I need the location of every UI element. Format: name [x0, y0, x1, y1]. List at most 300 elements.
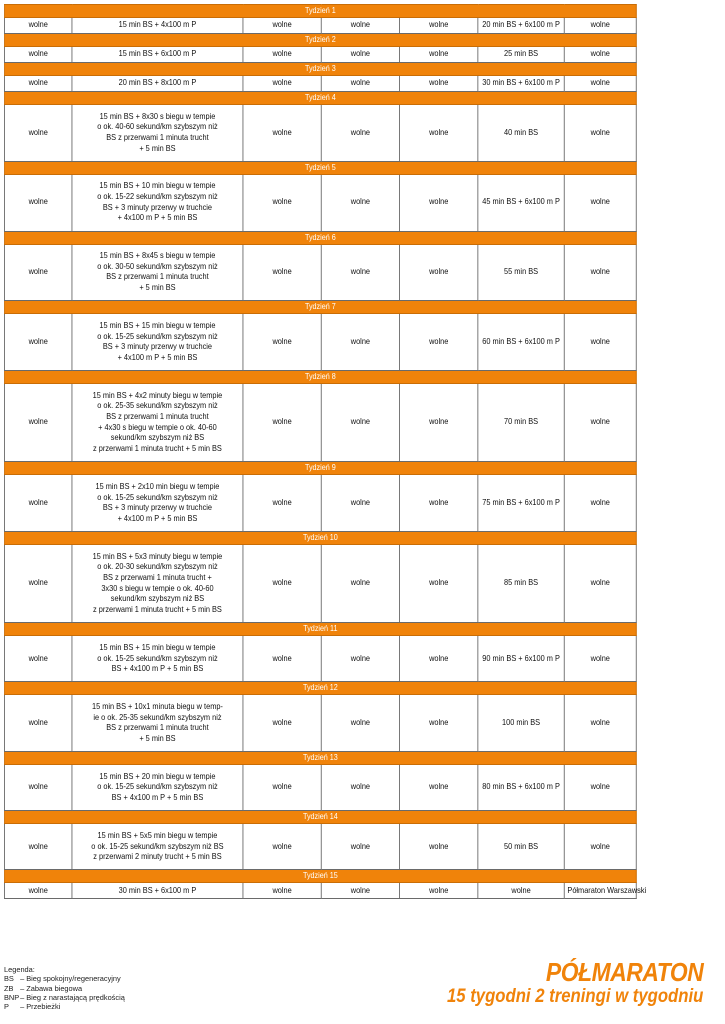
- workout-line: wolne: [272, 267, 292, 277]
- workout-line: 50 min BS: [504, 841, 539, 851]
- day-cell: [400, 636, 478, 682]
- workout-line: wolne: [590, 78, 610, 88]
- day-cell: [243, 883, 321, 899]
- week-days-row: [4, 47, 636, 63]
- week-days-row: [4, 384, 636, 462]
- workout-line: wolne: [28, 267, 48, 277]
- workout-line: wolne: [429, 653, 449, 663]
- workout-line: wolne: [350, 78, 371, 88]
- day-cell: [72, 76, 243, 92]
- day-cell: [321, 695, 399, 752]
- training-plan-table: [4, 4, 647, 899]
- week-label: Tydzień 8: [4, 371, 636, 384]
- workout-line: z przerwami 1 minuta trucht + 5 min BS: [93, 444, 222, 454]
- workout-line: 15 min BS + 15 min biegu w tempie: [99, 320, 216, 330]
- day-cell: [400, 695, 478, 752]
- workout-line: wolne: [350, 885, 371, 895]
- workout-line: wolne: [28, 197, 48, 207]
- day-cell: [478, 174, 564, 231]
- week-header-row: [4, 811, 636, 824]
- workout-line: 90 min BS + 6x100 m P: [482, 653, 560, 663]
- workout-line: 15 min BS + 4x2 minuty biegu w tempie: [92, 390, 223, 400]
- day-cell: [243, 105, 321, 162]
- workout-line: wolne: [28, 653, 48, 663]
- week-label: Tydzień 7: [4, 301, 636, 314]
- workout-line: wolne: [272, 497, 292, 507]
- week-header-row: [4, 752, 636, 765]
- workout-line: wolne: [429, 885, 449, 895]
- week-days-row: [4, 314, 636, 371]
- day-cell: [72, 244, 243, 301]
- week-label: Tydzień 13: [4, 752, 636, 765]
- day-cell: [4, 883, 72, 899]
- workout-line: Półmaraton Warszawski: [567, 885, 647, 895]
- day-cell: [478, 384, 564, 462]
- day-cell: [243, 18, 321, 34]
- day-cell: [564, 695, 636, 752]
- workout-line: + 4x100 m P + 5 min BS: [117, 352, 198, 362]
- day-cell: [564, 105, 636, 162]
- legend-description: – Zabawa biegowa: [20, 983, 83, 993]
- workout-line: wolne: [28, 78, 48, 88]
- week-header-row: [4, 623, 636, 636]
- week-label: Tydzień 6: [4, 231, 636, 244]
- legend-item: [4, 974, 125, 983]
- day-cell: [4, 174, 72, 231]
- workout-line: wolne: [272, 578, 292, 588]
- week-header-row: [4, 92, 636, 105]
- week-label: Tydzień 15: [4, 870, 636, 883]
- workout-line: wolne: [590, 267, 610, 277]
- day-cell: [400, 105, 478, 162]
- workout-line: BS z przerwami 1 minuta trucht: [106, 412, 209, 422]
- workout-line: wolne: [429, 20, 449, 30]
- week-days-row: [4, 105, 636, 162]
- workout-line: BS z przerwami 1 minuta trucht: [106, 723, 209, 733]
- day-cell: [478, 824, 564, 870]
- workout-line: wolne: [429, 497, 449, 507]
- day-cell: [72, 47, 243, 63]
- day-cell: [4, 18, 72, 34]
- day-cell: [243, 76, 321, 92]
- day-cell: [478, 475, 564, 532]
- day-cell: [72, 765, 243, 811]
- workout-line: wolne: [429, 197, 449, 207]
- workout-line: BS z przerwami 1 minuta trucht +: [103, 573, 212, 583]
- workout-line: wolne: [272, 336, 292, 346]
- workout-line: o ok. 30-50 sekund/km szybszym niż: [97, 261, 218, 271]
- week-label: Tydzień 10: [4, 532, 636, 545]
- day-cell: [4, 765, 72, 811]
- day-cell: [72, 314, 243, 371]
- day-cell: [243, 384, 321, 462]
- day-cell: [4, 244, 72, 301]
- day-cell: [243, 244, 321, 301]
- workout-line: 15 min BS + 5x3 minuty biegu w tempie: [92, 551, 223, 561]
- week-header-row: [4, 532, 636, 545]
- workout-line: wolne: [350, 267, 371, 277]
- workout-line: wolne: [350, 336, 371, 346]
- day-cell: [564, 174, 636, 231]
- workout-line: 75 min BS + 6x100 m P: [482, 497, 560, 507]
- workout-line: 15 min BS + 8x30 s biegu w tempie: [99, 111, 216, 121]
- day-cell: [478, 76, 564, 92]
- week-days-row: [4, 475, 636, 532]
- workout-line: 15 min BS + 5x5 min biegu w tempie: [97, 830, 218, 840]
- workout-line: 70 min BS: [504, 417, 539, 427]
- day-cell: [564, 47, 636, 63]
- workout-line: wolne: [28, 127, 48, 137]
- day-cell: [72, 475, 243, 532]
- day-cell: [4, 384, 72, 462]
- workout-line: wolne: [272, 885, 292, 895]
- workout-line: wolne: [272, 782, 292, 792]
- day-cell: [321, 105, 399, 162]
- legend: [4, 965, 125, 1011]
- day-cell: [72, 824, 243, 870]
- day-cell: [400, 174, 478, 231]
- workout-line: BS + 4x100 m P + 5 min BS: [111, 664, 204, 674]
- workout-line: wolne: [272, 841, 292, 851]
- workout-line: + 5 min BS: [139, 143, 176, 153]
- workout-line: wolne: [350, 718, 371, 728]
- day-cell: [243, 636, 321, 682]
- workout-line: o ok. 15-25 sekund/km szybszym niż: [97, 331, 218, 341]
- day-cell: [564, 545, 636, 623]
- week-header-row: [4, 5, 636, 18]
- workout-line: wolne: [590, 336, 610, 346]
- day-cell: [321, 244, 399, 301]
- day-cell: [400, 824, 478, 870]
- workout-line: wolne: [272, 417, 292, 427]
- day-cell: [564, 314, 636, 371]
- day-cell: [478, 545, 564, 623]
- workout-line: wolne: [429, 417, 449, 427]
- workout-line: wolne: [28, 782, 48, 792]
- workout-line: wolne: [590, 578, 610, 588]
- workout-line: wolne: [350, 578, 371, 588]
- day-cell: [321, 76, 399, 92]
- workout-line: 15 min BS + 10x1 minuta biegu w temp-: [92, 702, 223, 712]
- day-cell: [478, 765, 564, 811]
- day-cell: [478, 314, 564, 371]
- workout-line: wolne: [28, 49, 48, 59]
- week-label: Tydzień 1: [4, 5, 636, 18]
- day-cell: [478, 18, 564, 34]
- workout-line: wolne: [350, 127, 371, 137]
- workout-line: o ok. 25-35 sekund/km szybszym niż: [97, 401, 218, 411]
- workout-line: 20 min BS + 6x100 m P: [482, 20, 560, 30]
- workout-line: wolne: [429, 267, 449, 277]
- workout-line: wolne: [28, 417, 48, 427]
- legend-abbr: BS: [4, 974, 14, 984]
- workout-line: wolne: [28, 20, 48, 30]
- day-cell: [400, 18, 478, 34]
- workout-line: wolne: [272, 718, 292, 728]
- day-cell: [478, 105, 564, 162]
- day-cell: [243, 765, 321, 811]
- day-cell: [564, 244, 636, 301]
- workout-line: sekund/km szybszym niż BS: [110, 433, 205, 443]
- workout-line: wolne: [272, 49, 292, 59]
- workout-line: wolne: [350, 417, 371, 427]
- day-cell: [400, 384, 478, 462]
- workout-line: 15 min BS + 15 min biegu w tempie: [99, 642, 216, 652]
- workout-line: wolne: [429, 782, 449, 792]
- workout-line: wolne: [429, 127, 449, 137]
- workout-line: 25 min BS: [504, 49, 539, 59]
- workout-line: wolne: [350, 653, 371, 663]
- day-cell: [321, 765, 399, 811]
- workout-line: wolne: [272, 78, 292, 88]
- legend-item: [4, 1002, 125, 1011]
- workout-line: o ok. 15-25 sekund/km szybszym niż BS: [91, 841, 224, 851]
- workout-line: BS z przerwami 1 minuta trucht: [106, 132, 209, 142]
- workout-line: 45 min BS + 6x100 m P: [482, 197, 560, 207]
- workout-line: 15 min BS + 20 min biegu w tempie: [99, 771, 216, 781]
- workout-line: o ok. 15-22 sekund/km szybszym niż: [97, 192, 218, 202]
- workout-line: 15 min BS + 6x100 m P: [118, 49, 197, 59]
- plan-title: PÓŁMARATON: [545, 957, 703, 987]
- week-label: Tydzień 12: [4, 682, 636, 695]
- day-cell: [321, 883, 399, 899]
- day-cell: [72, 636, 243, 682]
- day-cell: [72, 384, 243, 462]
- week-days-row: [4, 545, 636, 623]
- workout-line: wolne: [28, 497, 48, 507]
- workout-line: wolne: [272, 197, 292, 207]
- workout-line: wolne: [350, 782, 371, 792]
- day-cell: [72, 545, 243, 623]
- week-header-row: [4, 231, 636, 244]
- legend-title: Legenda:: [4, 965, 35, 974]
- week-days-row: [4, 244, 636, 301]
- workout-line: 15 min BS + 4x100 m P: [118, 20, 197, 30]
- day-cell: [321, 314, 399, 371]
- workout-line: wolne: [350, 20, 371, 30]
- day-cell: [4, 636, 72, 682]
- day-cell: [400, 244, 478, 301]
- workout-line: 3x30 s biegu w tempie o ok. 40-60: [101, 583, 214, 593]
- workout-line: 30 min BS + 6x100 m P: [118, 885, 197, 895]
- workout-line: 55 min BS: [504, 267, 539, 277]
- workout-line: 40 min BS: [504, 127, 539, 137]
- day-cell: [72, 105, 243, 162]
- workout-line: wolne: [590, 49, 610, 59]
- workout-line: + 4x100 m P + 5 min BS: [117, 513, 198, 523]
- day-cell: [478, 883, 564, 899]
- legend-description: – Przebieżki: [20, 1002, 61, 1011]
- week-label: Tydzień 11: [4, 623, 636, 636]
- workout-line: ie o ok. 25-35 sekund/km szybszym niż: [93, 712, 222, 722]
- workout-line: wolne: [429, 78, 449, 88]
- day-cell: [4, 545, 72, 623]
- workout-line: wolne: [28, 718, 48, 728]
- week-label: Tydzień 4: [4, 92, 636, 105]
- day-cell: [72, 695, 243, 752]
- workout-line: o ok. 15-25 sekund/km szybszym niż: [97, 782, 218, 792]
- day-cell: [72, 174, 243, 231]
- workout-line: wolne: [429, 578, 449, 588]
- workout-line: wolne: [272, 20, 292, 30]
- day-cell: [478, 636, 564, 682]
- day-cell: [321, 636, 399, 682]
- day-cell: [4, 475, 72, 532]
- workout-line: wolne: [590, 497, 610, 507]
- workout-line: 15 min BS + 2x10 min biegu w tempie: [95, 481, 220, 491]
- workout-line: + 4x30 s biegu w tempie o ok. 40-60: [98, 422, 217, 432]
- workout-line: wolne: [590, 417, 610, 427]
- workout-line: wolne: [28, 578, 48, 588]
- day-cell: [243, 174, 321, 231]
- workout-line: 15 min BS + 8x45 s biegu w tempie: [99, 251, 216, 261]
- day-cell: [564, 475, 636, 532]
- day-cell: [243, 545, 321, 623]
- day-cell: [564, 384, 636, 462]
- day-cell: [243, 695, 321, 752]
- workout-line: o ok. 20-30 sekund/km szybszym niż: [97, 562, 218, 572]
- day-cell: [321, 174, 399, 231]
- workout-line: wolne: [28, 885, 48, 895]
- workout-line: wolne: [350, 841, 371, 851]
- week-days-row: [4, 695, 636, 752]
- day-cell: [4, 47, 72, 63]
- day-cell: [321, 384, 399, 462]
- week-days-row: [4, 636, 636, 682]
- workout-line: sekund/km szybszym niż BS: [110, 594, 205, 604]
- legend-item: [4, 993, 125, 1002]
- workout-line: wolne: [350, 197, 371, 207]
- workout-line: BS + 3 minuty przerwy w truchcie: [102, 202, 213, 212]
- day-cell: [243, 475, 321, 532]
- day-cell: [478, 695, 564, 752]
- workout-line: wolne: [28, 841, 48, 851]
- workout-line: BS + 3 minuty przerwy w truchcie: [102, 503, 213, 513]
- workout-line: z przerwami 2 minuty trucht + 5 min BS: [93, 852, 222, 862]
- week-label: Tydzień 9: [4, 462, 636, 475]
- workout-line: o ok. 40-60 sekund/km szybszym niż: [97, 122, 218, 132]
- workout-line: BS + 3 minuty przerwy w truchcie: [102, 342, 213, 352]
- workout-line: wolne: [590, 197, 610, 207]
- day-cell: [4, 76, 72, 92]
- workout-line: o ok. 15-25 sekund/km szybszym niż: [97, 492, 218, 502]
- workout-line: wolne: [590, 127, 610, 137]
- workout-line: + 4x100 m P + 5 min BS: [117, 213, 198, 223]
- day-cell: [564, 636, 636, 682]
- workout-line: wolne: [511, 885, 531, 895]
- day-cell: [321, 47, 399, 63]
- workout-line: + 5 min BS: [139, 283, 176, 293]
- legend-abbr: BNP: [4, 992, 20, 1002]
- plan-subtitle: 15 tygodni 2 treningi w tygodniu: [446, 986, 703, 1007]
- legend-description: – Bieg spokojny/regeneracyjny: [20, 974, 121, 984]
- workout-line: wolne: [429, 718, 449, 728]
- workout-line: wolne: [429, 336, 449, 346]
- day-cell: [243, 314, 321, 371]
- week-header-row: [4, 34, 636, 47]
- day-cell: [564, 18, 636, 34]
- workout-line: 80 min BS + 6x100 m P: [482, 782, 560, 792]
- week-days-row: [4, 765, 636, 811]
- day-cell: [4, 824, 72, 870]
- workout-line: o ok. 15-25 sekund/km szybszym niż: [97, 653, 218, 663]
- day-cell: [400, 545, 478, 623]
- week-days-row: [4, 883, 636, 899]
- workout-line: wolne: [272, 127, 292, 137]
- workout-line: 20 min BS + 8x100 m P: [118, 78, 197, 88]
- day-cell: [400, 883, 478, 899]
- day-cell: [72, 883, 243, 899]
- week-header-row: [4, 63, 636, 76]
- week-days-row: [4, 18, 636, 34]
- day-cell: [478, 47, 564, 63]
- day-cell: [478, 244, 564, 301]
- day-cell: [400, 47, 478, 63]
- week-header-row: [4, 682, 636, 695]
- legend-description: – Bieg z narastającą prędkością: [20, 992, 125, 1002]
- workout-line: 60 min BS + 6x100 m P: [482, 336, 560, 346]
- workout-line: wolne: [590, 718, 610, 728]
- legend-abbr: ZB: [4, 983, 14, 993]
- legend-abbr: P: [4, 1002, 9, 1011]
- week-days-row: [4, 824, 636, 870]
- training-plan-body: [4, 5, 647, 899]
- day-cell: [564, 883, 647, 899]
- workout-line: 30 min BS + 6x100 m P: [482, 78, 560, 88]
- workout-line: 100 min BS: [501, 718, 541, 728]
- day-cell: [4, 695, 72, 752]
- week-header-row: [4, 161, 636, 174]
- week-days-row: [4, 76, 636, 92]
- workout-line: wolne: [429, 49, 449, 59]
- workout-line: BS z przerwami 1 minuta trucht: [106, 272, 209, 282]
- workout-line: z przerwami 1 minuta trucht + 5 min BS: [93, 605, 222, 615]
- week-header-row: [4, 462, 636, 475]
- workout-line: wolne: [350, 497, 371, 507]
- week-label: Tydzień 14: [4, 811, 636, 824]
- week-label: Tydzień 3: [4, 63, 636, 76]
- day-cell: [321, 545, 399, 623]
- week-label: Tydzień 5: [4, 161, 636, 174]
- workout-line: wolne: [429, 841, 449, 851]
- week-header-row: [4, 301, 636, 314]
- workout-line: BS + 4x100 m P + 5 min BS: [111, 793, 204, 803]
- day-cell: [72, 18, 243, 34]
- workout-line: 85 min BS: [504, 578, 539, 588]
- week-header-row: [4, 870, 636, 883]
- week-header-row: [4, 371, 636, 384]
- day-cell: [4, 105, 72, 162]
- day-cell: [4, 314, 72, 371]
- day-cell: [243, 47, 321, 63]
- workout-line: + 5 min BS: [139, 734, 176, 743]
- workout-line: wolne: [590, 841, 610, 851]
- day-cell: [400, 475, 478, 532]
- day-cell: [400, 765, 478, 811]
- workout-line: wolne: [590, 653, 610, 663]
- day-cell: [564, 76, 636, 92]
- workout-line: wolne: [28, 336, 48, 346]
- day-cell: [321, 824, 399, 870]
- workout-line: wolne: [590, 20, 610, 30]
- day-cell: [564, 765, 636, 811]
- workout-line: 15 min BS + 10 min biegu w tempie: [99, 181, 216, 191]
- plan-heading: [412, 958, 703, 1008]
- workout-line: wolne: [350, 49, 371, 59]
- day-cell: [321, 18, 399, 34]
- workout-line: wolne: [590, 782, 610, 792]
- day-cell: [564, 824, 636, 870]
